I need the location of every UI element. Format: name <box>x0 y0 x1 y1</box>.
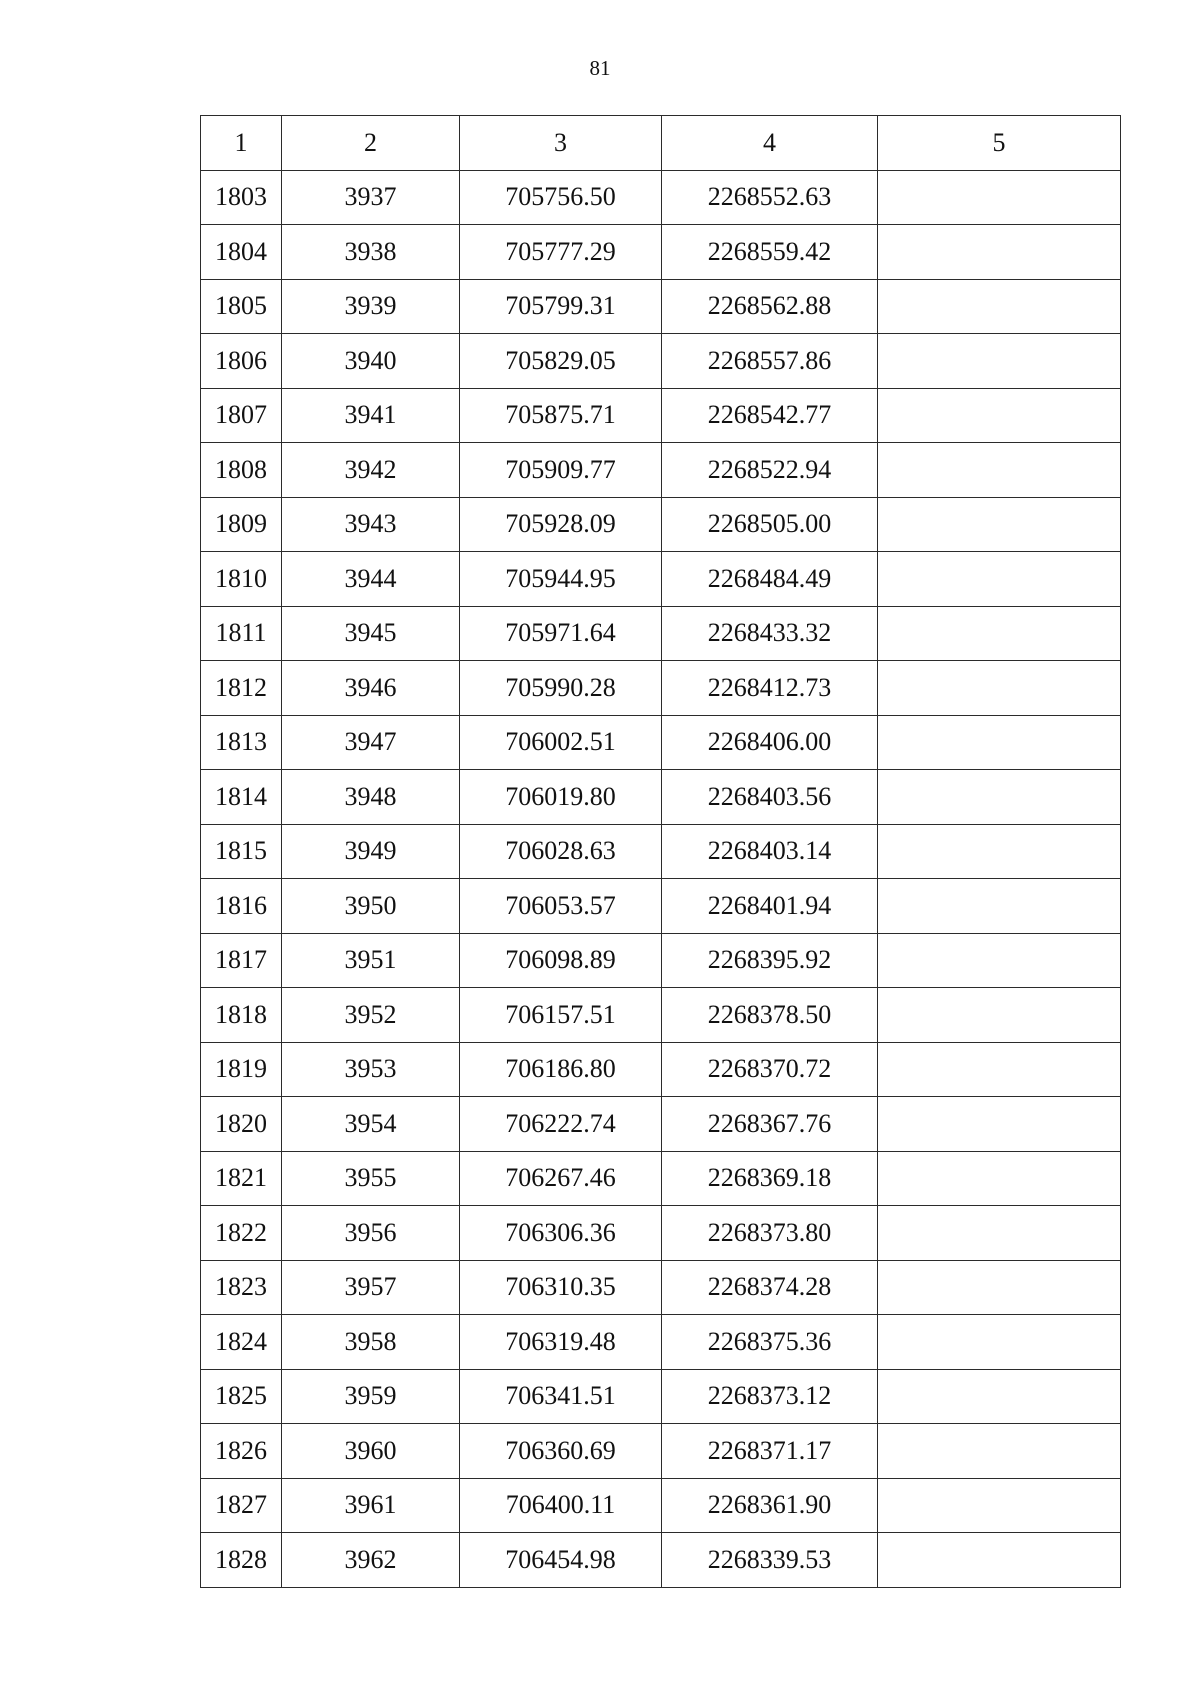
table-cell: 706028.63 <box>460 824 662 879</box>
table-header <box>201 116 1121 171</box>
table-cell: 1823 <box>201 1260 282 1315</box>
table-cell: 3954 <box>282 1097 460 1152</box>
table-cell <box>878 879 1121 934</box>
table-cell <box>878 334 1121 389</box>
table-cell: 705829.05 <box>460 334 662 389</box>
table-cell: 706319.48 <box>460 1315 662 1370</box>
table-cell: 1817 <box>201 933 282 988</box>
table-cell: 3939 <box>282 279 460 334</box>
table-cell: 705990.28 <box>460 661 662 716</box>
coordinates-table <box>200 115 1121 1588</box>
header-row <box>201 116 1121 171</box>
table-body <box>201 170 1121 1587</box>
table-cell: 3958 <box>282 1315 460 1370</box>
table-row <box>201 1151 1121 1206</box>
table-row <box>201 933 1121 988</box>
table-cell: 2268373.12 <box>662 1369 878 1424</box>
table-cell: 3950 <box>282 879 460 934</box>
table-cell: 3941 <box>282 388 460 443</box>
table-cell: 1805 <box>201 279 282 334</box>
table-cell <box>878 1260 1121 1315</box>
table-cell: 1827 <box>201 1478 282 1533</box>
table-cell: 706400.11 <box>460 1478 662 1533</box>
table-cell: 3951 <box>282 933 460 988</box>
table-row <box>201 1260 1121 1315</box>
page-number: 81 <box>589 56 611 80</box>
table-cell: 1818 <box>201 988 282 1043</box>
table-row <box>201 770 1121 825</box>
column-header: 2 <box>282 116 460 171</box>
table-cell: 2268403.14 <box>662 824 878 879</box>
table-cell: 3937 <box>282 170 460 225</box>
table-cell <box>878 1424 1121 1479</box>
column-header: 5 <box>878 116 1121 171</box>
table-cell: 2268367.76 <box>662 1097 878 1152</box>
table-cell: 705756.50 <box>460 170 662 225</box>
table-cell: 2268552.63 <box>662 170 878 225</box>
table-cell: 1825 <box>201 1369 282 1424</box>
table-row <box>201 1315 1121 1370</box>
table-cell: 1810 <box>201 552 282 607</box>
table-cell: 705777.29 <box>460 225 662 280</box>
table-cell: 2268522.94 <box>662 443 878 498</box>
table-cell <box>878 497 1121 552</box>
table-cell <box>878 1206 1121 1261</box>
table-cell: 706002.51 <box>460 715 662 770</box>
table-row <box>201 606 1121 661</box>
table-cell: 2268505.00 <box>662 497 878 552</box>
table-cell: 2268562.88 <box>662 279 878 334</box>
table-cell <box>878 606 1121 661</box>
table-cell: 1804 <box>201 225 282 280</box>
table-cell: 1813 <box>201 715 282 770</box>
table-cell: 3943 <box>282 497 460 552</box>
table-cell: 1812 <box>201 661 282 716</box>
table-cell <box>878 1151 1121 1206</box>
table-row <box>201 225 1121 280</box>
table-row <box>201 1042 1121 1097</box>
table-row <box>201 824 1121 879</box>
table-row <box>201 661 1121 716</box>
table-row <box>201 1369 1121 1424</box>
table-cell: 1815 <box>201 824 282 879</box>
table-cell: 706341.51 <box>460 1369 662 1424</box>
table-cell <box>878 988 1121 1043</box>
table-cell <box>878 279 1121 334</box>
table-cell <box>878 1369 1121 1424</box>
table-cell: 2268378.50 <box>662 988 878 1043</box>
table-cell: 3952 <box>282 988 460 1043</box>
table-row <box>201 1424 1121 1479</box>
table-cell: 3962 <box>282 1533 460 1588</box>
table-cell: 1807 <box>201 388 282 443</box>
table-cell: 705799.31 <box>460 279 662 334</box>
table-cell: 706310.35 <box>460 1260 662 1315</box>
table-cell: 1828 <box>201 1533 282 1588</box>
table-row <box>201 497 1121 552</box>
table-cell: 2268412.73 <box>662 661 878 716</box>
table-row <box>201 552 1121 607</box>
table-cell: 706360.69 <box>460 1424 662 1479</box>
table-cell <box>878 933 1121 988</box>
table-cell <box>878 715 1121 770</box>
table-cell: 2268559.42 <box>662 225 878 280</box>
table-cell: 706157.51 <box>460 988 662 1043</box>
table-row <box>201 388 1121 443</box>
table-cell: 3956 <box>282 1206 460 1261</box>
table-cell: 1824 <box>201 1315 282 1370</box>
table-cell: 706053.57 <box>460 879 662 934</box>
table-cell: 706306.36 <box>460 1206 662 1261</box>
table-cell: 2268401.94 <box>662 879 878 934</box>
table-cell: 3938 <box>282 225 460 280</box>
table-cell: 705928.09 <box>460 497 662 552</box>
table-cell: 705875.71 <box>460 388 662 443</box>
table-row <box>201 988 1121 1043</box>
table-cell: 2268375.36 <box>662 1315 878 1370</box>
table-cell: 705944.95 <box>460 552 662 607</box>
table-cell: 2268369.18 <box>662 1151 878 1206</box>
table-row <box>201 1097 1121 1152</box>
table-cell: 705971.64 <box>460 606 662 661</box>
table-cell: 2268371.17 <box>662 1424 878 1479</box>
table-cell: 1809 <box>201 497 282 552</box>
table-cell: 706019.80 <box>460 770 662 825</box>
table-cell: 1819 <box>201 1042 282 1097</box>
column-header: 4 <box>662 116 878 171</box>
table-cell: 3949 <box>282 824 460 879</box>
table-cell: 2268339.53 <box>662 1533 878 1588</box>
table-cell: 706222.74 <box>460 1097 662 1152</box>
table-cell: 1806 <box>201 334 282 389</box>
table-cell: 2268395.92 <box>662 933 878 988</box>
table-cell: 2268370.72 <box>662 1042 878 1097</box>
table-cell: 3940 <box>282 334 460 389</box>
table-cell: 3948 <box>282 770 460 825</box>
table-cell: 2268542.77 <box>662 388 878 443</box>
table-cell <box>878 552 1121 607</box>
table-cell: 1814 <box>201 770 282 825</box>
table-cell <box>878 1478 1121 1533</box>
table-cell: 1821 <box>201 1151 282 1206</box>
table-row <box>201 1478 1121 1533</box>
table-cell: 3955 <box>282 1151 460 1206</box>
table-cell: 2268433.32 <box>662 606 878 661</box>
table-cell: 1811 <box>201 606 282 661</box>
table-cell <box>878 824 1121 879</box>
table-row <box>201 715 1121 770</box>
table-cell <box>878 170 1121 225</box>
table-cell: 1820 <box>201 1097 282 1152</box>
table-cell: 706186.80 <box>460 1042 662 1097</box>
column-header: 1 <box>201 116 282 171</box>
table-cell: 3959 <box>282 1369 460 1424</box>
table-cell: 3960 <box>282 1424 460 1479</box>
table-row <box>201 443 1121 498</box>
table-cell: 3944 <box>282 552 460 607</box>
table-cell <box>878 661 1121 716</box>
table-cell: 706454.98 <box>460 1533 662 1588</box>
table-row <box>201 1206 1121 1261</box>
table-cell: 2268406.00 <box>662 715 878 770</box>
table-row <box>201 1533 1121 1588</box>
table-cell <box>878 225 1121 280</box>
table-cell: 1803 <box>201 170 282 225</box>
table-cell: 3953 <box>282 1042 460 1097</box>
table-cell: 1808 <box>201 443 282 498</box>
table-row <box>201 170 1121 225</box>
table-row <box>201 279 1121 334</box>
table-cell: 2268403.56 <box>662 770 878 825</box>
table-cell: 706098.89 <box>460 933 662 988</box>
table-row <box>201 334 1121 389</box>
table-cell: 3942 <box>282 443 460 498</box>
table-cell <box>878 443 1121 498</box>
table-cell <box>878 1042 1121 1097</box>
table-cell <box>878 1533 1121 1588</box>
column-header: 3 <box>460 116 662 171</box>
table-cell <box>878 770 1121 825</box>
table-cell: 706267.46 <box>460 1151 662 1206</box>
table-cell: 2268361.90 <box>662 1478 878 1533</box>
table-cell: 1826 <box>201 1424 282 1479</box>
table-cell: 2268373.80 <box>662 1206 878 1261</box>
table-cell <box>878 1097 1121 1152</box>
table-cell: 3945 <box>282 606 460 661</box>
table-cell: 3947 <box>282 715 460 770</box>
table-cell: 1816 <box>201 879 282 934</box>
table-cell: 705909.77 <box>460 443 662 498</box>
table-cell: 2268557.86 <box>662 334 878 389</box>
table-cell <box>878 1315 1121 1370</box>
table-cell: 1822 <box>201 1206 282 1261</box>
table-cell: 3961 <box>282 1478 460 1533</box>
table-row <box>201 879 1121 934</box>
table-cell <box>878 388 1121 443</box>
table-cell: 3946 <box>282 661 460 716</box>
table-cell: 2268484.49 <box>662 552 878 607</box>
table-cell: 3957 <box>282 1260 460 1315</box>
table-cell: 2268374.28 <box>662 1260 878 1315</box>
